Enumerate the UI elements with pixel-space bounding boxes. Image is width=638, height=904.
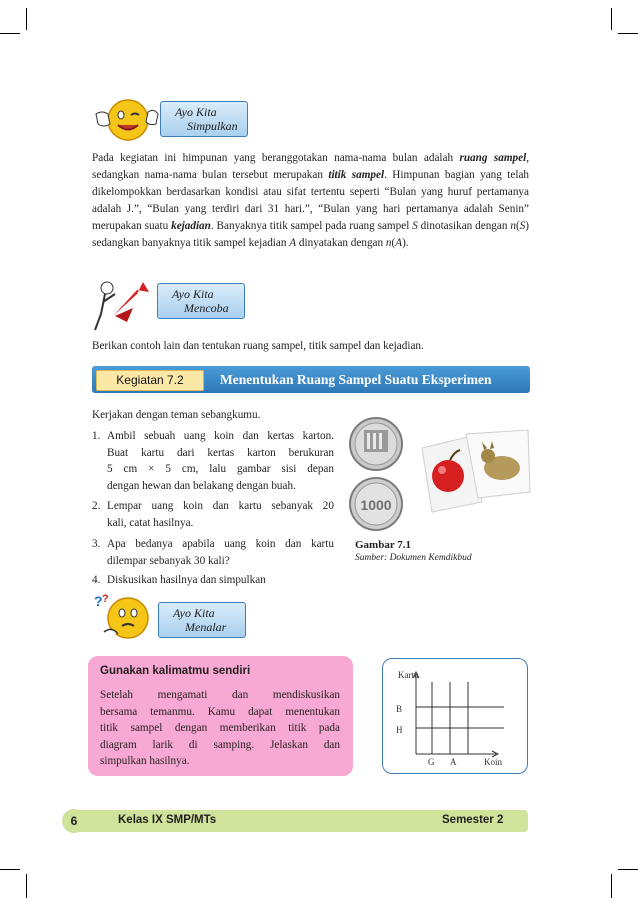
menalar-box [88,656,353,776]
banner-line-1: Ayo Kita [173,606,215,620]
step-number: 2. [92,500,101,512]
step-line: Buat kartu dari kertas karton berukuran [107,446,334,459]
banner-line-2: Menalar [185,620,227,634]
paragraph-segment: S [412,220,418,232]
paragraph-segment: dinotasikan dengan [417,220,511,232]
paragraph-segment: n [385,237,392,249]
banner-simpulkan [160,101,248,137]
kegiatan-bar [92,366,530,393]
step-line: Lempar uang koin dan kartu sebanyak 20 [107,500,334,512]
paragraph-segment: ) sedangkan banyaknya titik sampel kejadian [92,220,529,249]
banner-menalar [158,602,246,638]
paragraph-segment: dinyatakan dengan [296,237,386,249]
step-number: 3. [92,538,101,550]
menalar-line: simpulkan hasilnya. [100,755,190,767]
menalar-box-heading: Gunakan kalimatmu sendiri [100,665,251,677]
menalar-line: diagram larik di samping. Jelaskan dan [100,738,340,751]
menalar-line: titik sampel dengan memberikan titik pada [100,722,340,734]
banner-line-2: Mencoba [184,301,229,315]
y-axis-label: Kartu [398,670,419,680]
figure-label: Gambar 7.1 [355,539,412,551]
step-line: dilempar sebanyak 30 kali? [107,554,230,567]
card-photo [420,428,532,514]
x-tick-a: A [450,757,457,767]
paragraph-segment: . Banyaknya titik sampel pada ruang sampel [210,220,413,232]
paragraph-segment: Pada kegiatan ini himpunan yang beranggotakan nama-nama bulan adalah [92,152,460,164]
paragraph-segment: kejadian [171,220,211,232]
banner-line-1: Ayo Kita [172,287,214,301]
figure-source: Sumber: Dokumen Kemdikbud [355,553,472,563]
paragraph-segment: A [395,237,403,249]
kegiatan-intro: Kerjakan dengan teman sebangkumu. [92,409,261,421]
menalar-line: bersama temanmu. Kamu dapat menentukan [100,705,340,718]
thinking-smiley-icon [92,592,158,644]
x-tick-g: G [428,757,435,767]
semester-label: Semester 2 [442,814,504,826]
paragraph-segment: ( [515,220,520,232]
banner-line-1: Ayo Kita [175,105,217,119]
kegiatan-title: Menentukan Ruang Sampel Suatu Eksperimen [220,372,492,387]
simpulkan-paragraph [92,150,529,252]
thumbs-up-smiley-icon [92,94,160,146]
coin-value: 1000 [360,497,392,513]
banner-mencoba [157,283,245,319]
footer-bar [62,810,528,832]
paragraph-segment: sampel [493,152,527,164]
menalar-box-text [100,687,340,770]
array-diagram [384,660,526,772]
y-tick-b: B [396,704,403,714]
step-line: Diskusikan hasilnya dan simpulkan [107,574,266,586]
step-line: kali, catat hasilnya. [107,516,194,529]
step-line: Ambil sebuah uang koin dan kertas karton. [107,430,334,442]
page-number: 6 [62,809,86,833]
paragraph-segment: ( [391,237,396,249]
mencoba-instruction: Berikan contoh lain dan tentukan ruang sampel, titik sampel dan kejadian. [92,340,424,352]
paragraph-segment: titik sampel [328,169,385,181]
paragraph-segment: ruang [459,152,488,164]
paragraph-segment: A [289,237,297,249]
running-figure-icon [93,276,159,334]
banner-line-2: Simpulkan [187,119,238,133]
menalar-line: Setelah mengamati dan mendiskusikan [100,689,340,701]
svg-text:?: ? [94,593,103,609]
step-line: 5 cm × 5 cm, lalu gambar sisi depan [107,463,334,475]
step-line: dengan hewan dan belakang dengan buah. [107,479,296,492]
step-number: 1. [92,430,101,442]
paragraph-segment: ). [402,237,409,249]
y-tick-h: H [396,725,403,735]
paragraph-segment: n [510,220,516,232]
paragraph-segment: S [519,220,526,232]
step-number: 4. [92,574,101,586]
book-title: Kelas IX SMP/MTs [118,814,217,826]
paragraph-segment: , sedangkan nama-nama bulan tersebut merupakan [92,152,529,181]
coin-photo [342,416,420,534]
paragraph-segment: . Himpunan bagian yang telah dikelompokkan berdasarkan kondisi atau sifat tertentu seperti “Bulan yang huruf pertamanya adalah J.”, “Bulan yang terdiri dari 31 hari.”, “Bulan yang hari pertamanya adalah Senin” merupakan suatu [92,169,530,232]
x-axis-label: Koin [484,757,502,767]
step-line: Apa bedanya apabila uang koin dan kartu [107,538,334,550]
svg-text:?: ? [102,593,109,605]
kegiatan-label: Kegiatan 7.2 [96,370,204,391]
